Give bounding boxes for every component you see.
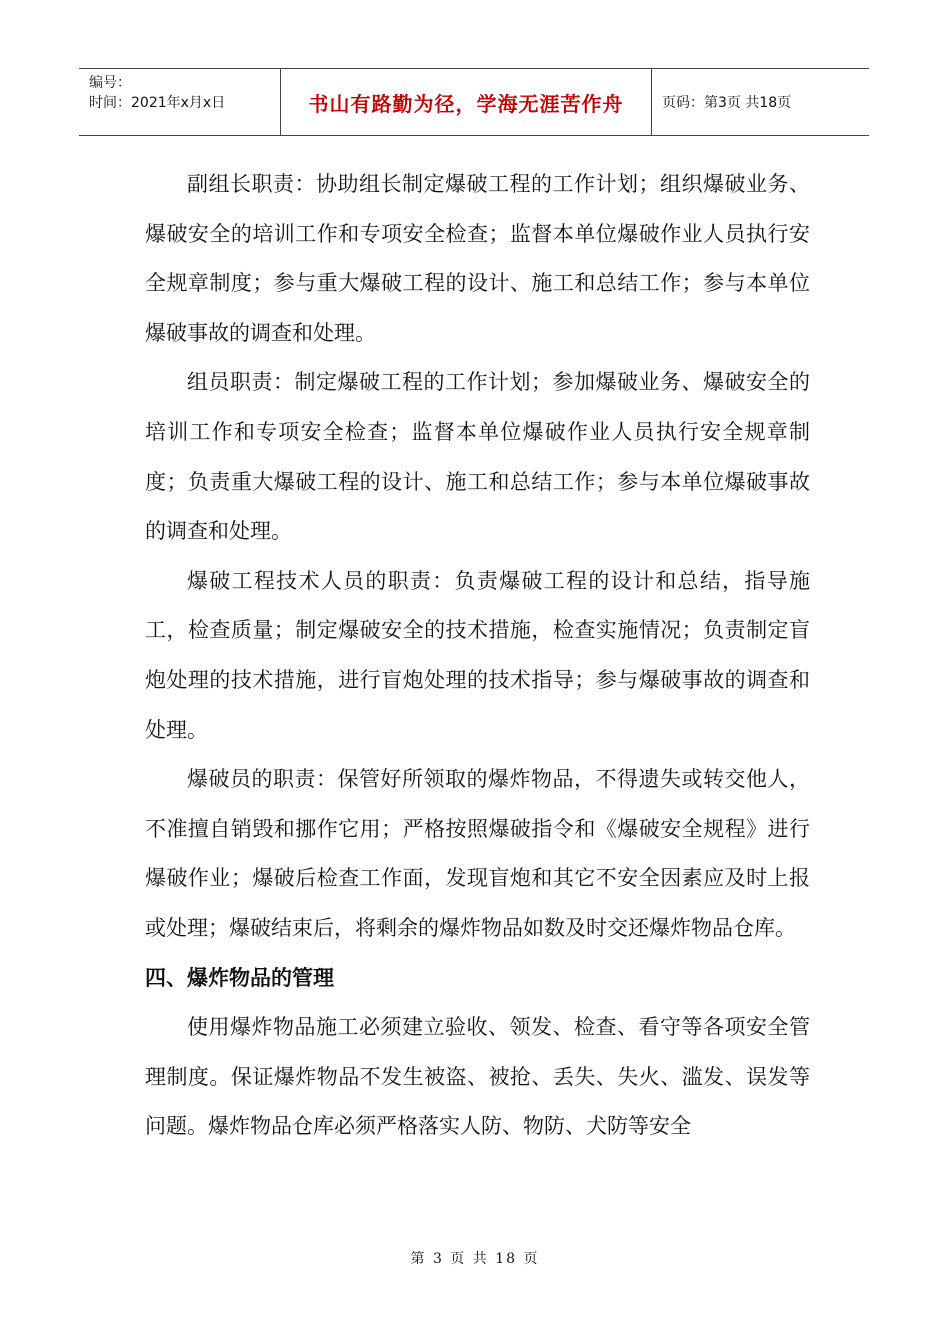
paragraph-blaster-duties: 爆破员的职责：保管好所领取的爆炸物品，不得遗失或转交他人，不准擅自销毁和挪作它用；严格按照爆破指令和《爆破安全规程》进行爆破作业；爆破后检查工作面，发现盲炮和其它不安全因素应及时上报或处理；爆破结束后，将剩余的爆炸物品如数及时交还爆炸物品仓库。 — [145, 767, 810, 940]
page-header — [79, 68, 869, 136]
header-motto: 书山有路勤为径，学海无涯苦作舟 — [308, 91, 624, 116]
paragraph-deputy-leader-duties: 副组长职责：协助组长制定爆破工程的工作计划；组织爆破业务、爆破安全的培训工作和专项安全检查；监督本单位爆破作业人员执行安全规章制度；参与重大爆破工程的设计、施工和总结工作；参与本单位爆破事故的调查和处理。 — [145, 172, 810, 345]
document-body — [145, 160, 810, 1152]
header-meta — [79, 69, 281, 135]
section-heading: 四、爆炸物品的管理 — [145, 965, 334, 990]
paragraph-explosives-management: 使用爆炸物品施工必须建立验收、领发、检查、看守等各项安全管理制度。保证爆炸物品不发生被盗、被抢、丢失、失火、滥发、误发等问题。爆炸物品仓库必须严格落实人防、物防、犬防等安全 — [145, 1015, 810, 1139]
paragraph-technician-duties: 爆破工程技术人员的职责：负责爆破工程的设计和总结，指导施工，检查质量；制定爆破安全的技术措施，检查实施情况；负责制定盲炮处理的技术措施，进行盲炮处理的技术指导；参与爆破事故的调查和处理。 — [145, 568, 810, 742]
document-number-label: 编号： — [89, 75, 131, 91]
page-footer: 第 3 页 共 18 页 — [410, 1251, 540, 1267]
paragraph-member-duties: 组员职责：制定爆破工程的工作计划；参加爆破业务、爆破安全的培训工作和专项安全检查；监督本单位爆破作业人员执行安全规章制度；负责重大爆破工程的设计、施工和总结工作；参与本单位爆破事故的调查和处理。 — [145, 370, 810, 544]
header-page-info-cell — [652, 69, 869, 135]
header-motto-cell — [281, 69, 652, 135]
header-page-info: 页码：第3页 共18页 — [662, 95, 792, 111]
document-date: 时间：2021年x月x日 — [89, 95, 226, 111]
